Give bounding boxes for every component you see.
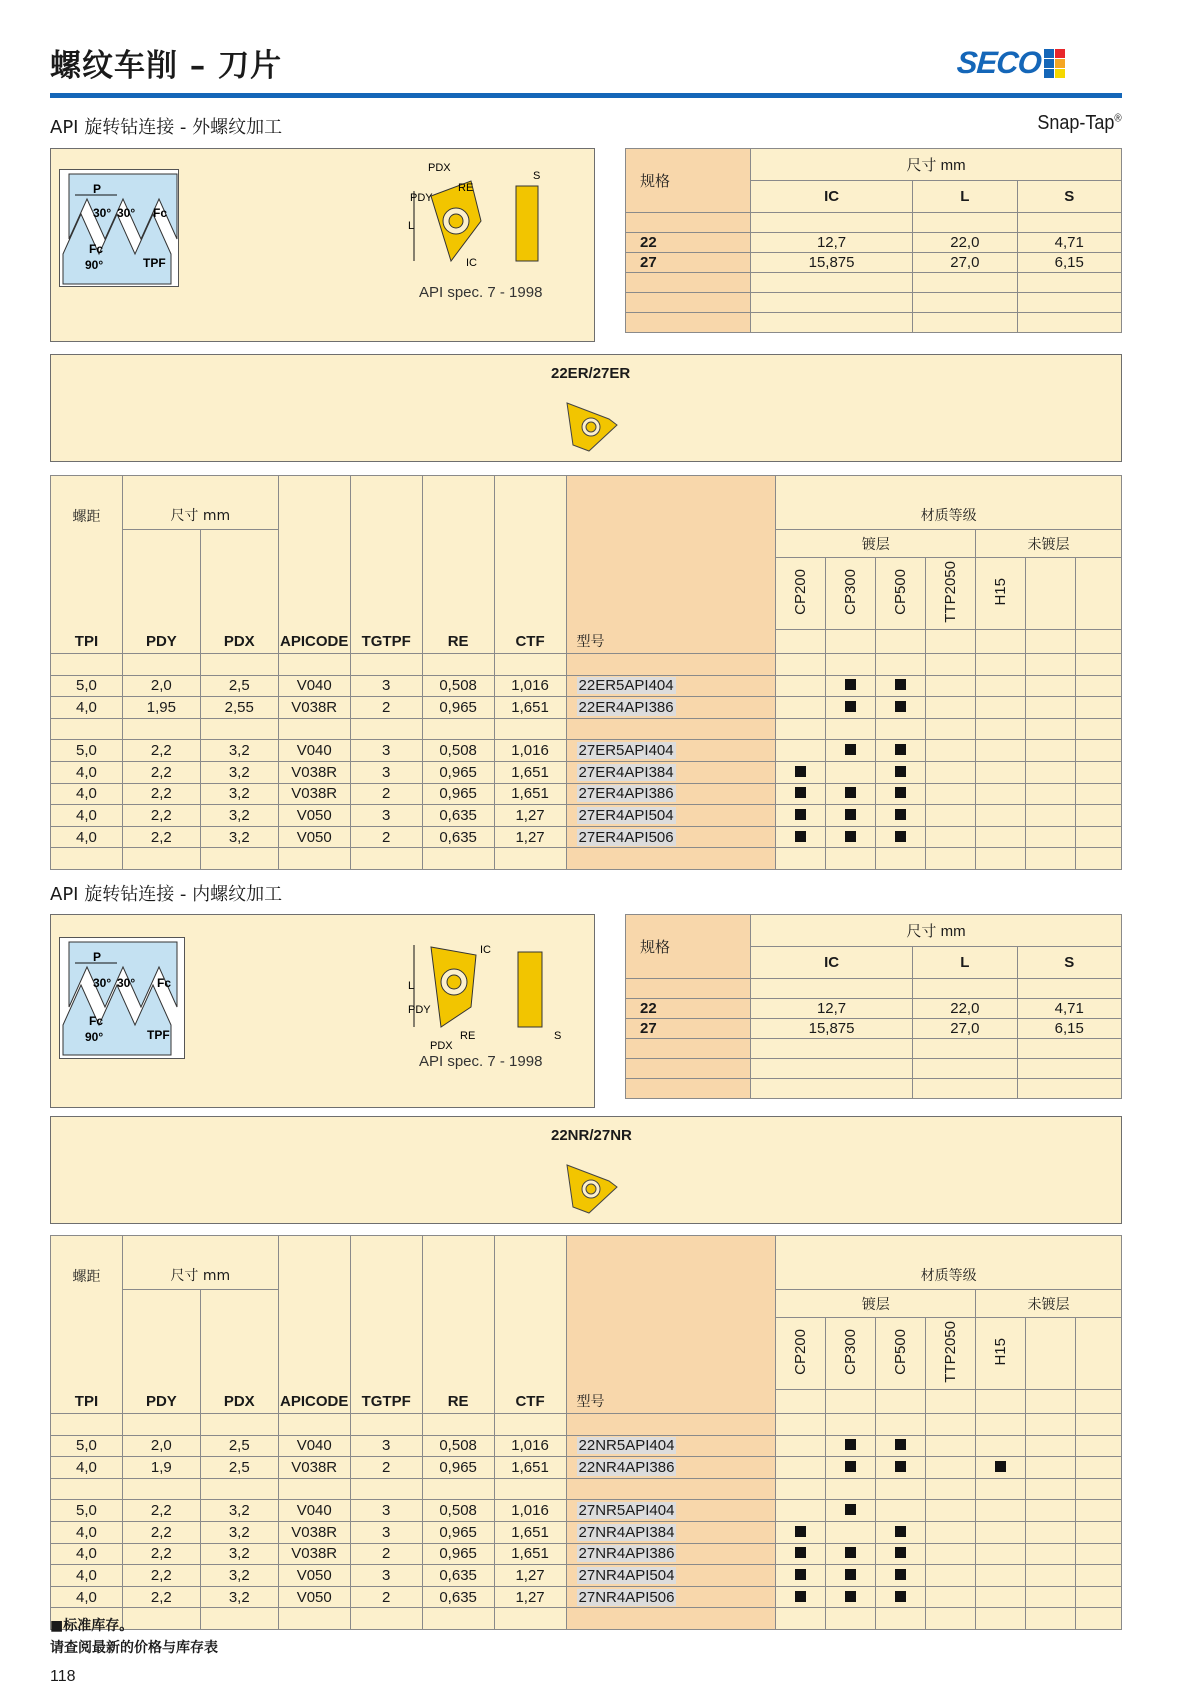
- part-number: 27ER4API506: [578, 828, 674, 846]
- part-number: 27NR4API506: [578, 1588, 675, 1606]
- svg-text:30°: 30°: [117, 206, 136, 220]
- col-ctf: CTF: [494, 1390, 566, 1414]
- part-number: 22ER4API386: [578, 698, 674, 716]
- col-pdx: PDX: [200, 1390, 278, 1414]
- stock-mark-icon: [895, 787, 906, 798]
- svg-text:Fc: Fc: [89, 1014, 104, 1028]
- grade-h15: H15: [992, 1337, 1010, 1366]
- svg-text:IC: IC: [480, 944, 491, 956]
- size-header: 规格: [626, 149, 751, 213]
- stock-mark-icon: [845, 679, 856, 690]
- col-l: L: [913, 181, 1017, 213]
- table-row: 22 12,7 22,0 4,71: [626, 999, 1122, 1019]
- brand-snap-tap: Snap-Tap®: [1037, 112, 1122, 134]
- stock-mark-icon: [795, 766, 806, 777]
- pitch-header: 螺距: [51, 1236, 123, 1290]
- stock-mark-icon: [845, 831, 856, 842]
- stock-mark-icon: [895, 679, 906, 690]
- stock-mark-icon: [845, 1547, 856, 1558]
- svg-text:TPF: TPF: [147, 1028, 170, 1042]
- dimension-table-external: [625, 148, 1122, 333]
- diagram-box-external: [50, 148, 595, 342]
- insert-external-diagram: [406, 161, 576, 271]
- stock-mark-icon: [845, 1504, 856, 1515]
- svg-text:IC: IC: [466, 257, 477, 269]
- stock-mark-icon: [795, 787, 806, 798]
- svg-text:L: L: [408, 980, 415, 992]
- col-pdy: PDY: [122, 630, 200, 654]
- svg-text:90°: 90°: [85, 258, 104, 272]
- thread-profile-diagram: [59, 169, 179, 287]
- table-row: 4,0 2,2 3,2 V038R 3 0,965 1,651 27NR4API384: [51, 1521, 1122, 1543]
- svg-text:PDX: PDX: [428, 162, 451, 174]
- col-ic: IC: [751, 181, 913, 213]
- svg-text:Fc: Fc: [89, 242, 104, 256]
- table-row: 27 15,875 27,0 6,15: [626, 1019, 1122, 1039]
- spec-label: API spec. 7 - 1998: [419, 284, 543, 301]
- stock-mark-icon: [895, 809, 906, 820]
- insert-title-internal: 22NR/27NR: [551, 1127, 632, 1144]
- insert-table-internal: [50, 1235, 1122, 1630]
- svg-text:PDY: PDY: [410, 192, 433, 204]
- insert-title: 22ER/27ER: [551, 365, 631, 382]
- grade-header: 材质等级: [776, 476, 1122, 530]
- spec-label-internal: API spec. 7 - 1998: [419, 1053, 543, 1070]
- svg-text:PDY: PDY: [408, 1004, 431, 1016]
- uncoated-header: 未镀层: [976, 530, 1122, 558]
- svg-text:PDX: PDX: [430, 1040, 453, 1052]
- grade-cp500: CP500: [892, 568, 910, 615]
- stock-mark-icon: [895, 744, 906, 755]
- title-rule: [50, 93, 1122, 98]
- col-ctf: CTF: [494, 630, 566, 654]
- svg-text:90°: 90°: [85, 1030, 104, 1044]
- part-number: 22NR4API386: [578, 1458, 675, 1476]
- col-re: RE: [422, 1390, 494, 1414]
- svg-text:RE: RE: [460, 1030, 476, 1042]
- table-row: 4,0 2,2 3,2 V038R 2 0,965 1,651 27ER4API386: [51, 783, 1122, 805]
- svg-text:30°: 30°: [117, 976, 136, 990]
- stock-mark-icon: [845, 744, 856, 755]
- logo-squares-icon: [1044, 49, 1065, 78]
- dimension-table-internal: 规格 尺寸 mm IC L S 22 12,7 22,0 4,71 27 15,875 27,0 6,15: [625, 914, 1122, 1099]
- footnote-stock: ■标准库存。: [50, 1618, 134, 1634]
- insert-triangle-icon: [561, 395, 621, 455]
- table-row: 4,0 2,2 3,2 V050 3 0,635 1,27 27NR4API504: [51, 1565, 1122, 1587]
- stock-mark-icon: [795, 809, 806, 820]
- stock-mark-icon: [795, 831, 806, 842]
- uncoated-header: 未镀层: [976, 1290, 1122, 1318]
- svg-text:Fc: Fc: [157, 976, 172, 990]
- table-row: 4,0 2,2 3,2 V050 3 0,635 1,27 27ER4API504: [51, 805, 1122, 827]
- table-row: 4,0 2,2 3,2 V038R 3 0,965 1,651 27ER4API384: [51, 761, 1122, 783]
- insert-triangle-icon: [561, 1157, 621, 1217]
- table-row: 4,0 1,9 2,5 V038R 2 0,965 1,651 22NR4API386: [51, 1457, 1122, 1479]
- stock-mark-icon: [895, 1526, 906, 1537]
- table-row: 4,0 2,2 3,2 V050 2 0,635 1,27 27NR4API506: [51, 1586, 1122, 1608]
- stock-mark-icon: [795, 1547, 806, 1558]
- table-row: 5,0 2,0 2,5 V040 3 0,508 1,016 22ER5API404: [51, 675, 1122, 697]
- table-row: 5,0 2,2 3,2 V040 3 0,508 1,016 27NR5API404: [51, 1500, 1122, 1522]
- col-apicode: APICODE: [278, 1390, 350, 1414]
- insert-internal-diagram: [406, 927, 576, 1052]
- page-title: 螺纹车削 – 刀片: [50, 48, 283, 84]
- dims-header: 尺寸 mm: [122, 1236, 278, 1290]
- part-number: 27ER4API386: [578, 785, 674, 803]
- part-number: 27ER4API384: [578, 763, 674, 781]
- insert-preview-box-external: [50, 354, 1122, 462]
- grade-cp300: CP300: [842, 568, 860, 615]
- stock-mark-icon: [895, 766, 906, 777]
- grade-h15: H15: [992, 577, 1010, 606]
- seco-logo: [957, 45, 1065, 81]
- col-pdx: PDX: [200, 630, 278, 654]
- grade-cp300: CP300: [842, 1328, 860, 1375]
- stock-mark-icon: [795, 1591, 806, 1602]
- logo-text: SECO: [955, 45, 1043, 80]
- grade-header: 材质等级: [776, 1236, 1122, 1290]
- grade-ttp2050: TTP2050: [942, 1320, 960, 1383]
- col-tpi: TPI: [51, 1390, 123, 1414]
- part-number: 22ER5API404: [578, 677, 674, 695]
- svg-text:P: P: [93, 950, 102, 964]
- stock-mark-icon: [895, 1569, 906, 1580]
- part-number: 27NR4API386: [578, 1545, 675, 1563]
- col-model: 型号: [566, 630, 776, 654]
- svg-text:30°: 30°: [93, 976, 112, 990]
- page-number: 118: [50, 1668, 76, 1685]
- footnote-price: 请查阅最新的价格与库存表: [50, 1640, 218, 1656]
- stock-mark-icon: [845, 1569, 856, 1580]
- stock-mark-icon: [895, 831, 906, 842]
- dims-header: 尺寸 mm: [122, 476, 278, 530]
- stock-mark-icon: [895, 1439, 906, 1450]
- stock-mark-icon: [845, 809, 856, 820]
- part-number: 22NR5API404: [578, 1437, 675, 1455]
- grade-ttp2050: TTP2050: [942, 560, 960, 623]
- insert-preview-box-internal: [50, 1116, 1122, 1224]
- svg-text:RE: RE: [458, 182, 474, 194]
- svg-text:30°: 30°: [93, 206, 112, 220]
- table-row: 4,0 2,2 3,2 V038R 2 0,965 1,651 27NR4API386: [51, 1543, 1122, 1565]
- svg-text:S: S: [533, 170, 541, 182]
- stock-mark-icon: [845, 1461, 856, 1472]
- table-row: 27 15,875 27,0 6,15: [626, 253, 1122, 273]
- grade-cp200: CP200: [792, 568, 810, 615]
- table-row: 5,0 2,2 3,2 V040 3 0,508 1,016 27ER5API404: [51, 740, 1122, 762]
- table-row: 5,0 2,0 2,5 V040 3 0,508 1,016 22NR5API404: [51, 1435, 1122, 1457]
- pitch-header: 螺距: [51, 476, 123, 530]
- svg-text:P: P: [93, 182, 102, 196]
- insert-table-external: [50, 475, 1122, 870]
- table-row: 4,0 2,2 3,2 V050 2 0,635 1,27 27ER4API506: [51, 826, 1122, 848]
- part-number: 27NR4API384: [578, 1523, 675, 1541]
- coated-header: 镀层: [776, 530, 976, 558]
- part-number: 27ER5API404: [578, 742, 674, 760]
- col-tgtpf: TGTPF: [350, 630, 422, 654]
- stock-mark-icon: [895, 1461, 906, 1472]
- stock-mark-icon: [895, 1547, 906, 1558]
- thread-profile-diagram-internal: [59, 937, 185, 1059]
- svg-text:S: S: [554, 1030, 562, 1042]
- stock-mark-icon: [895, 701, 906, 712]
- col-s: S: [1017, 181, 1121, 213]
- stock-mark-icon: [845, 1439, 856, 1450]
- stock-mark-icon: [795, 1526, 806, 1537]
- stock-mark-icon: [995, 1461, 1006, 1472]
- dim-group-header: 尺寸 mm: [751, 149, 1122, 181]
- stock-mark-icon: [845, 1591, 856, 1602]
- svg-text:L: L: [408, 220, 415, 232]
- col-re: RE: [422, 630, 494, 654]
- grade-cp500: CP500: [892, 1328, 910, 1375]
- diagram-box-internal: [50, 914, 595, 1108]
- section-title-external: API 旋转钻连接 - 外螺纹加工: [50, 117, 283, 138]
- stock-mark-icon: [845, 787, 856, 798]
- svg-text:Fc: Fc: [153, 206, 168, 220]
- col-tgtpf: TGTPF: [350, 1390, 422, 1414]
- part-number: 27NR5API404: [578, 1502, 675, 1520]
- stock-mark-icon: [795, 1569, 806, 1580]
- table-row: 22 12,7 22,0 4,71: [626, 233, 1122, 253]
- col-model: 型号: [566, 1390, 776, 1414]
- coated-header: 镀层: [776, 1290, 976, 1318]
- svg-text:TPF: TPF: [143, 256, 166, 270]
- table-row: 4,0 1,95 2,55 V038R 2 0,965 1,651 22ER4API386: [51, 697, 1122, 719]
- stock-mark-icon: [845, 701, 856, 712]
- grade-cp200: CP200: [792, 1328, 810, 1375]
- stock-mark-icon: [895, 1591, 906, 1602]
- section-title-internal: API 旋转钻连接 - 内螺纹加工: [50, 884, 283, 905]
- col-apicode: APICODE: [278, 630, 350, 654]
- part-number: 27ER4API504: [578, 806, 674, 824]
- col-pdy: PDY: [122, 1390, 200, 1414]
- col-tpi: TPI: [51, 630, 123, 654]
- part-number: 27NR4API504: [578, 1566, 675, 1584]
